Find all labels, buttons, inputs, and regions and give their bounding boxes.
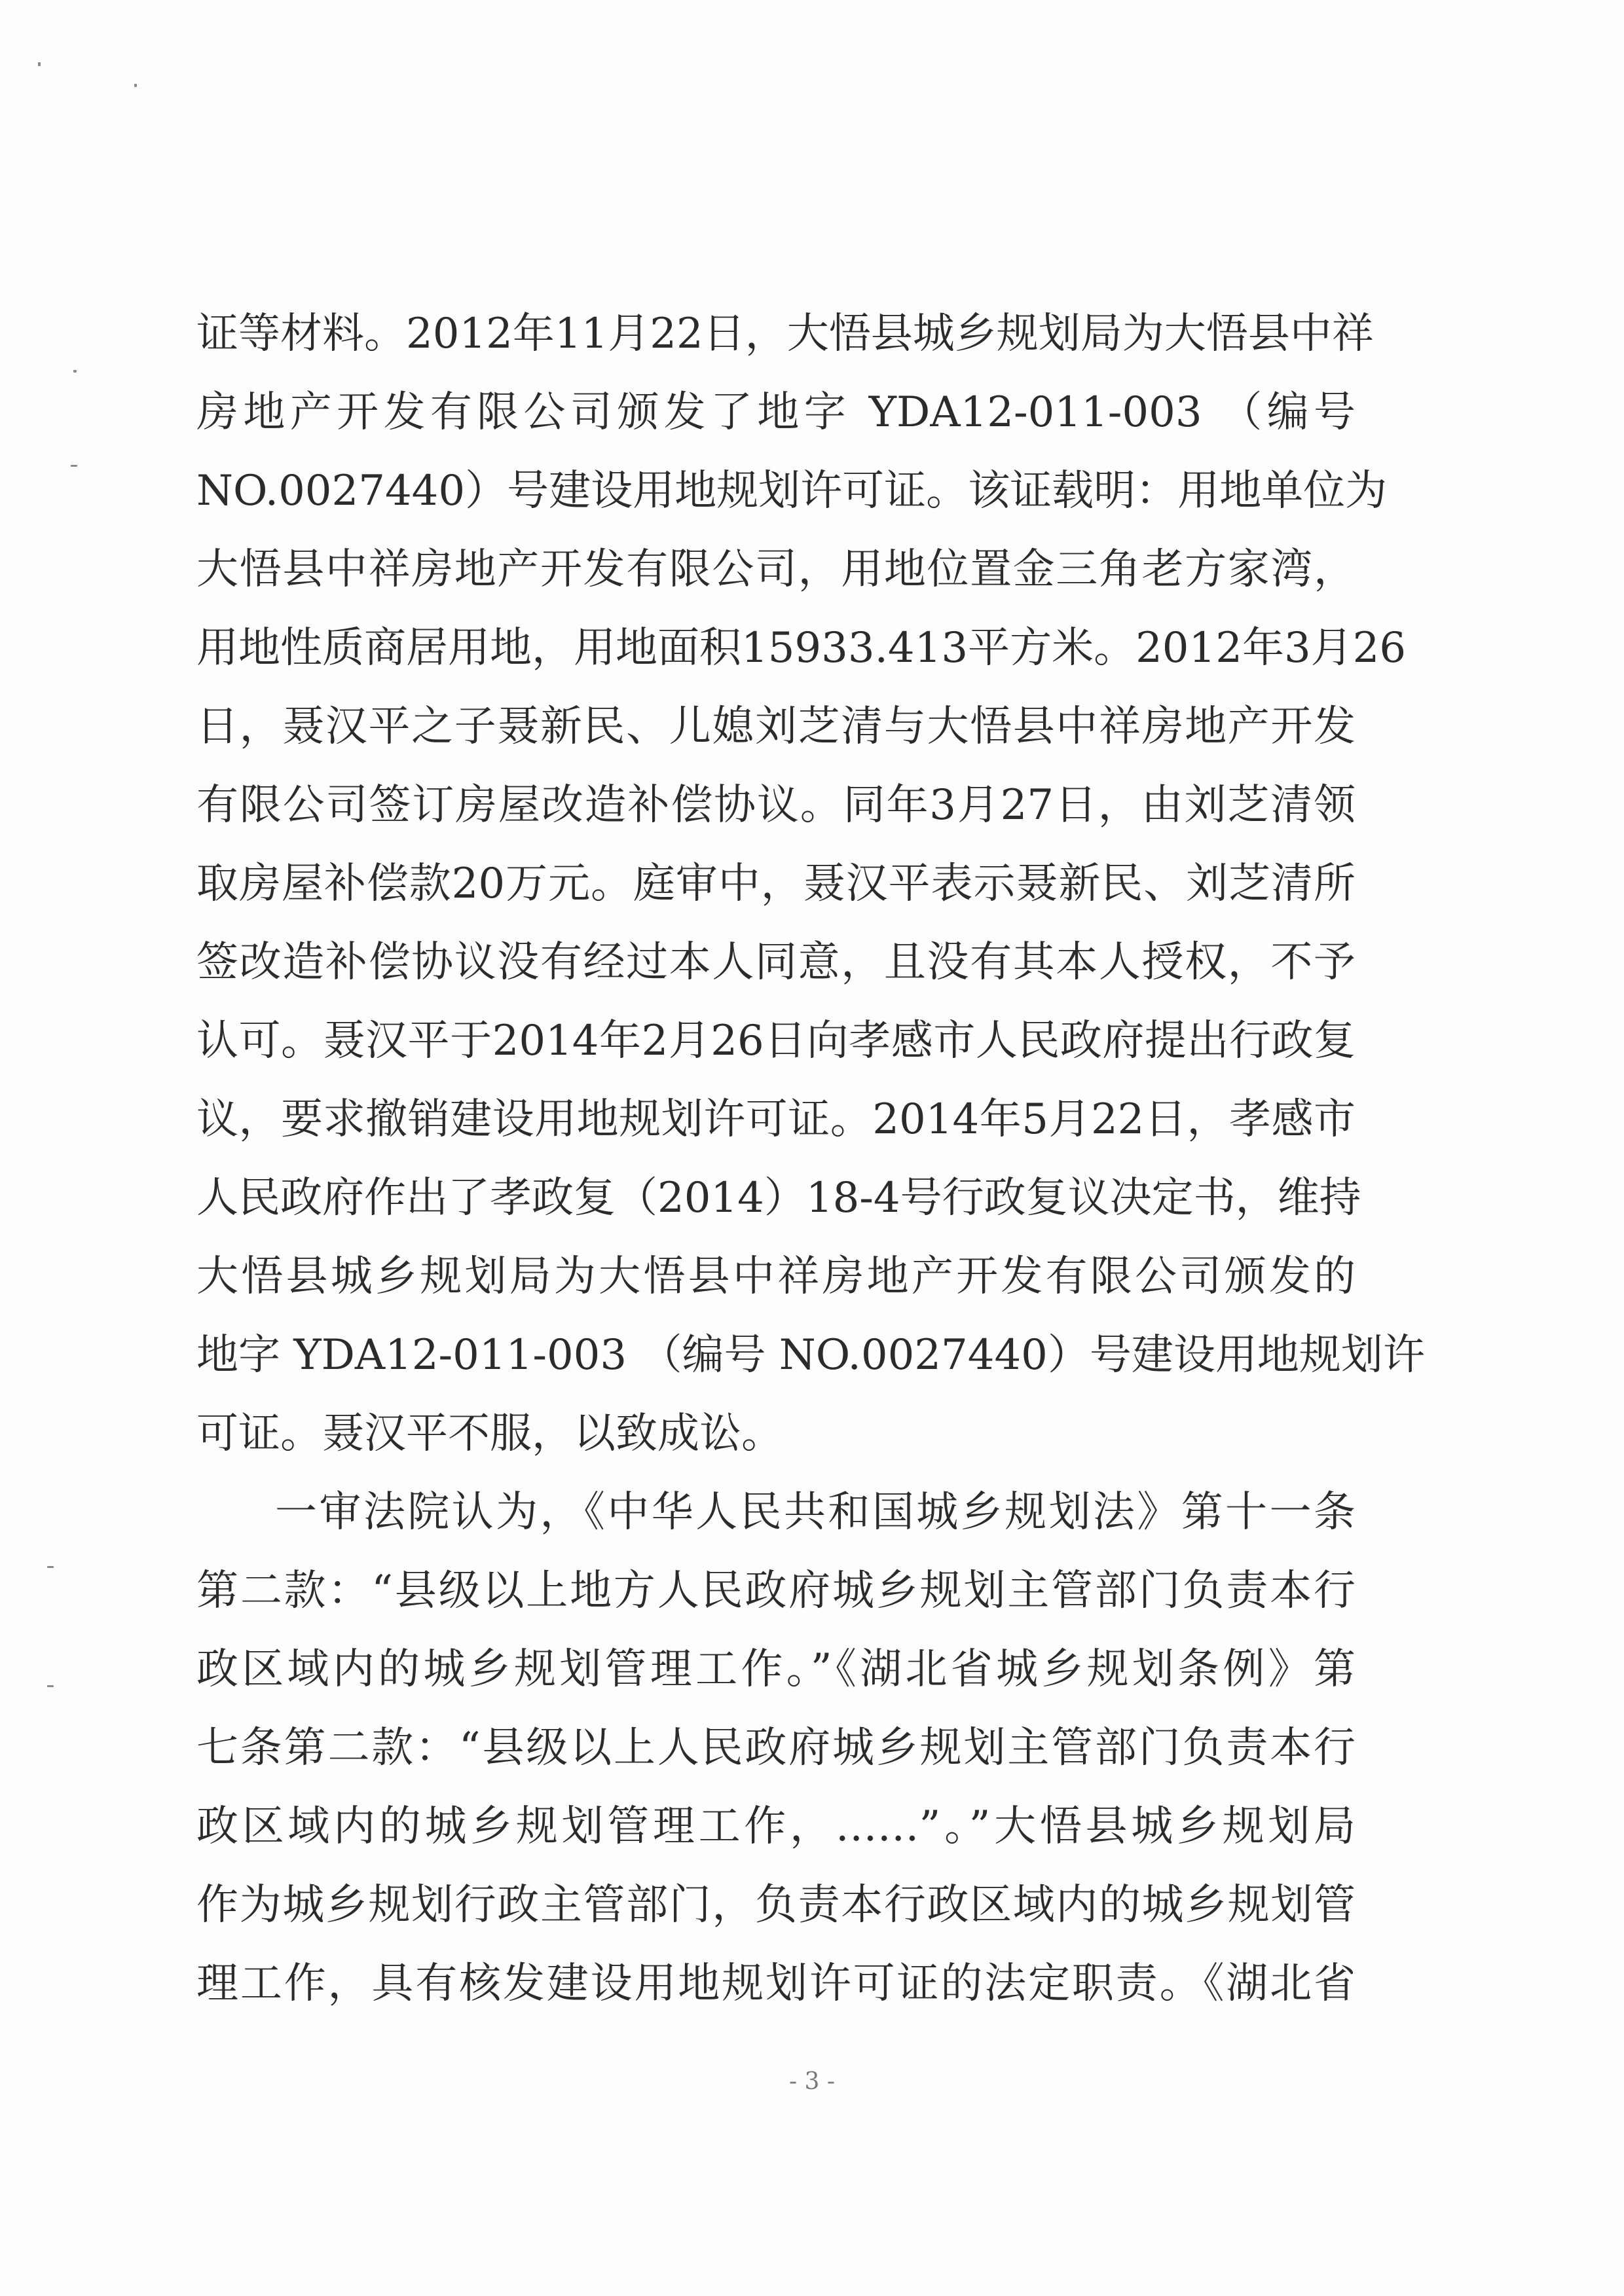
text-line: 签改造补偿协议没有经过本人同意，且没有其本人授权，不予 <box>196 938 1356 987</box>
scan-speck <box>71 465 77 467</box>
text-line: 政区域内的城乡规划管理工作，……”。”大悟县城乡规划局 <box>196 1802 1356 1851</box>
paragraph-first-line: 一审法院认为，《中华人民共和国城乡规划法》第十一条 <box>275 1488 1356 1537</box>
page-number: - 3 - <box>788 2068 836 2095</box>
text-line: 证等材料。2012年11月22日，大悟县城乡规划局为大悟县中祥 <box>196 310 1374 358</box>
text-line: 第二款：“县级以上地方人民政府城乡规划主管部门负责本行 <box>196 1567 1356 1615</box>
text-line: 大悟县城乡规划局为大悟县中祥房地产开发有限公司颁发的 <box>196 1252 1356 1301</box>
text-line: 可证。聂汉平不服，以致成讼。 <box>196 1410 783 1458</box>
text-line: 政区域内的城乡规划管理工作。”《湖北省城乡规划条例》第 <box>196 1645 1356 1694</box>
scan-speck <box>47 1566 54 1568</box>
text-line: 地字 YDA12-011-003 （编号 NO.0027440）号建设用地规划许 <box>196 1331 1425 1379</box>
text-line: 认可。聂汉平于2014年2月26日向孝感市人民政府提出行政复 <box>196 1017 1356 1065</box>
text-line: 用地性质商居用地，用地面积15933.413平方米。2012年3月26 <box>196 624 1407 672</box>
text-line: 有限公司签订房屋改造补偿协议。同年3月27日，由刘芝清领 <box>196 781 1356 829</box>
text-line: 议，要求撤销建设用地规划许可证。2014年5月22日，孝感市 <box>196 1095 1356 1144</box>
text-line: 理工作，具有核发建设用地规划许可证的法定职责。《湖北省 <box>196 1959 1356 2008</box>
text-line: 作为城乡规划行政主管部门，负责本行政区域内的城乡规划管 <box>196 1881 1356 1929</box>
text-line: 七条第二款：“县级以上人民政府城乡规划主管部门负责本行 <box>196 1724 1356 1772</box>
scan-speck <box>73 370 77 373</box>
text-line: 房地产开发有限公司颁发了地字 YDA12-011-003 （编号 <box>196 388 1356 437</box>
scan-speck <box>38 62 41 66</box>
scan-speck <box>47 1685 54 1687</box>
text-line: NO.0027440）号建设用地规划许可证。该证载明：用地单位为 <box>196 467 1388 515</box>
text-line: 日，聂汉平之子聂新民、儿媳刘芝清与大悟县中祥房地产开发 <box>196 702 1356 751</box>
scan-speck <box>134 84 137 87</box>
text-line: 取房屋补偿款20万元。庭审中，聂汉平表示聂新民、刘芝清所 <box>196 860 1356 908</box>
text-line: 人民政府作出了孝政复（2014）18-4号行政复议决定书，维持 <box>196 1174 1361 1222</box>
text-line: 大悟县中祥房地产开发有限公司，用地位置金三角老方家湾， <box>196 545 1356 594</box>
